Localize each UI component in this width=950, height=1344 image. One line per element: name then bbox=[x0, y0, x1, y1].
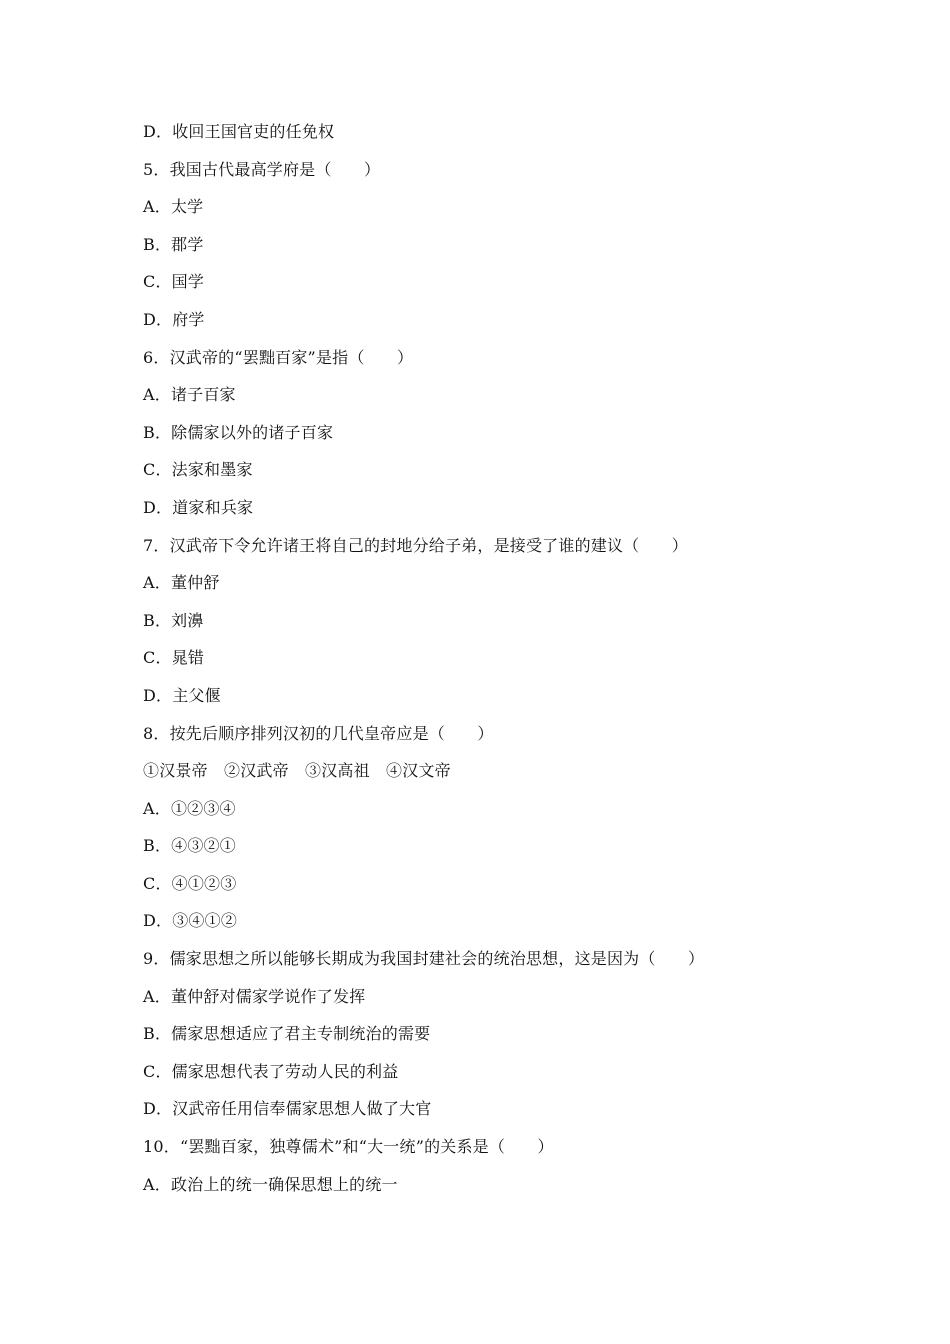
option-a-q9: A．董仲舒对儒家学说作了发挥 bbox=[143, 986, 366, 1006]
question-5: 5．我国古代最高学府是（ ） bbox=[143, 159, 381, 179]
option-b-q5: B．郡学 bbox=[143, 234, 204, 254]
option-b-q9: B．儒家思想适应了君主专制统治的需要 bbox=[143, 1024, 431, 1044]
option-b-q8: B．④③②① bbox=[143, 836, 236, 856]
option-a-q6: A．诸子百家 bbox=[143, 385, 236, 405]
option-a-q5: A．太学 bbox=[143, 197, 204, 217]
option-b-q6: B．除儒家以外的诸子百家 bbox=[143, 422, 334, 442]
question-8: 8．按先后顺序排列汉初的几代皇帝应是（ ） bbox=[143, 723, 494, 743]
option-a-q10: A．政治上的统一确保思想上的统一 bbox=[143, 1174, 398, 1194]
option-d-q7: D．主父偃 bbox=[143, 685, 221, 705]
document-page bbox=[143, 118, 843, 1208]
option-c-q6: C．法家和墨家 bbox=[143, 460, 253, 480]
question-8-items: ①汉景帝 ②汉武帝 ③汉高祖 ④汉文帝 bbox=[143, 761, 451, 781]
option-c-q8: C．④①②③ bbox=[143, 873, 237, 893]
question-7: 7．汉武帝下令允许诸王将自己的封地分给子弟，是接受了谁的建议（ ） bbox=[143, 535, 688, 555]
option-d-q8: D．③④①② bbox=[143, 911, 238, 931]
question-6: 6．汉武帝的“罢黜百家”是指（ ） bbox=[143, 347, 414, 367]
option-c-q5: C．国学 bbox=[143, 272, 205, 292]
option-d-q5: D．府学 bbox=[143, 309, 205, 329]
option-a-q7: A．董仲舒 bbox=[143, 573, 220, 593]
question-10: 10．“罢黜百家，独尊儒术”和“大一统”的关系是（ ） bbox=[143, 1137, 554, 1157]
option-d-q9: D．汉武帝任用信奉儒家思想人做了大官 bbox=[143, 1099, 432, 1119]
option-c-q7: C．晁错 bbox=[143, 648, 205, 668]
option-d-q4: D．收回王国官吏的任免权 bbox=[143, 122, 335, 141]
question-9: 9．儒家思想之所以能够长期成为我国封建社会的统治思想，这是因为（ ） bbox=[143, 949, 705, 969]
option-a-q8: A．①②③④ bbox=[143, 798, 236, 818]
option-c-q9: C．儒家思想代表了劳动人民的利益 bbox=[143, 1061, 399, 1081]
option-b-q7: B．刘濞 bbox=[143, 610, 204, 630]
option-d-q6: D．道家和兵家 bbox=[143, 497, 254, 517]
